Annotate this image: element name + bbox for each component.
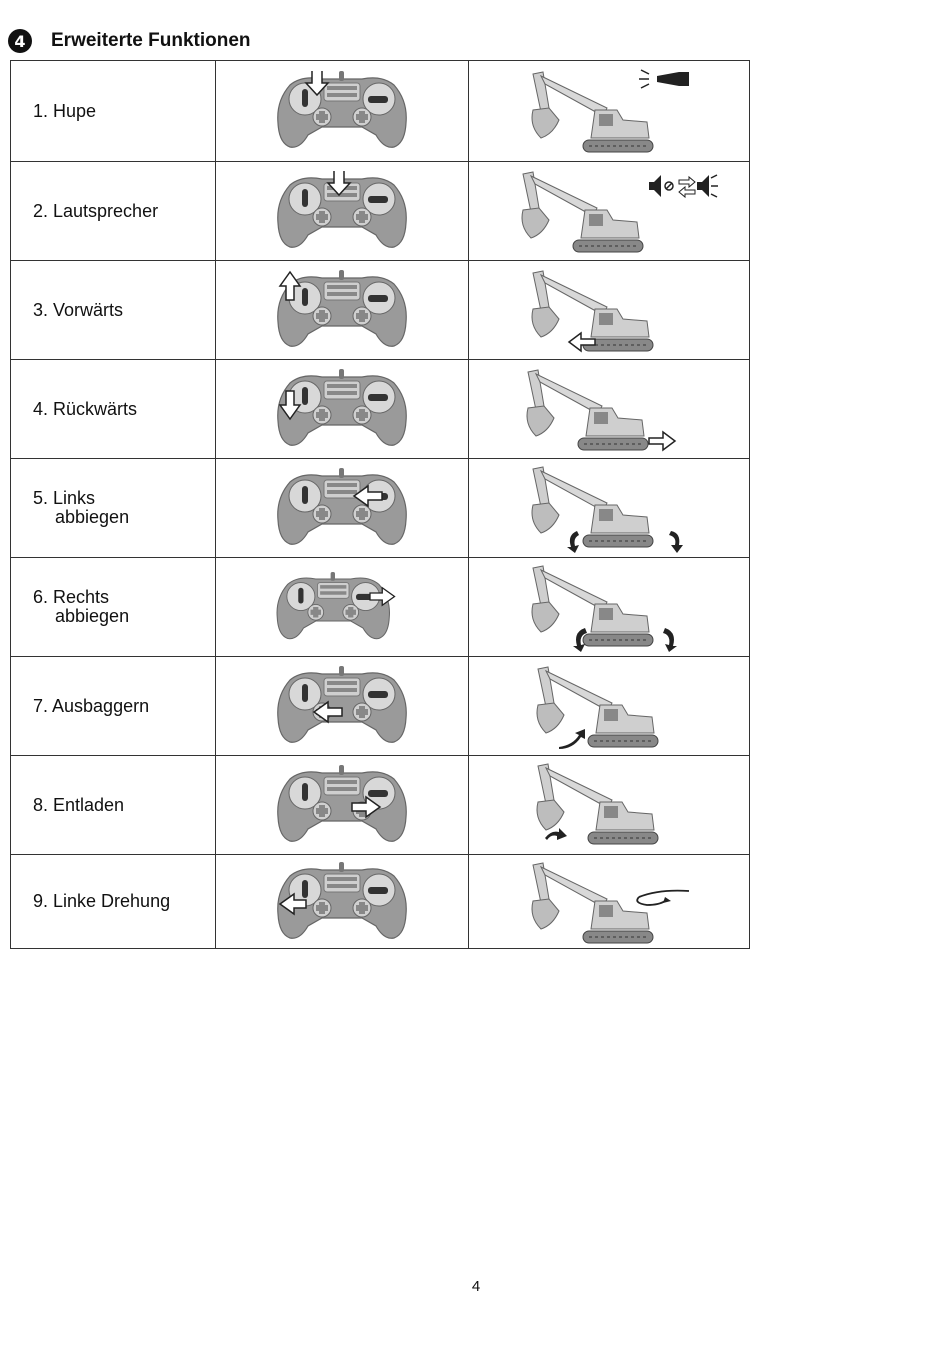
- function-label-line2: abbiegen: [55, 507, 130, 527]
- function-label-line1: 9. Linke Drehung: [33, 891, 171, 911]
- excavator-illustration: [469, 459, 750, 558]
- function-label: [11, 657, 216, 756]
- excavator-icon: [499, 857, 719, 947]
- controller-icon: [272, 171, 412, 251]
- controller-illustration: [216, 61, 469, 162]
- excavator-icon: [499, 364, 719, 454]
- table-row: [11, 657, 750, 756]
- function-label: [11, 360, 216, 459]
- speaker-toggle-icon: [649, 175, 718, 197]
- excavator-icon: [499, 463, 719, 553]
- excavator-illustration: [469, 558, 750, 657]
- backward-arrow-icon: [649, 432, 675, 450]
- controller-icon: [272, 71, 412, 151]
- excavator-illustration: [469, 855, 750, 949]
- controller-illustration: [216, 558, 469, 657]
- function-label: [11, 756, 216, 855]
- excavator-icon: [499, 265, 719, 355]
- function-label: [11, 558, 216, 657]
- section-heading: [8, 26, 251, 56]
- controller-illustration: [216, 756, 469, 855]
- function-label-line1: 8. Entladen: [33, 794, 125, 815]
- excavator-icon: [499, 760, 719, 850]
- controller-illustration: [216, 459, 469, 558]
- table-row: [11, 61, 750, 162]
- controller-icon: [272, 765, 412, 845]
- table-row: [11, 558, 750, 657]
- excavator-illustration: [469, 756, 750, 855]
- controller-illustration: [216, 261, 469, 360]
- function-label: [11, 261, 216, 360]
- controller-icon: [272, 468, 412, 548]
- dump-arrow-icon: [545, 828, 567, 840]
- excavator-icon: [499, 66, 719, 156]
- function-label-line1: 4. Rückwärts: [33, 398, 138, 419]
- table-row: [11, 855, 750, 949]
- controller-illustration: [216, 657, 469, 756]
- controller-icon: [272, 666, 412, 746]
- horn-icon: [639, 70, 689, 88]
- excavator-illustration: [469, 162, 750, 261]
- function-label-line1: 1. Hupe: [33, 100, 97, 121]
- function-label-line1: 7. Ausbaggern: [33, 695, 150, 716]
- function-label-line1: 5. Links: [33, 488, 96, 508]
- excavator-illustration: [469, 360, 750, 459]
- excavator-illustration: [469, 657, 750, 756]
- function-label: [11, 61, 216, 162]
- section-number-badge: 4: [8, 29, 32, 53]
- table-row: [11, 261, 750, 360]
- excavator-illustration: [469, 261, 750, 360]
- functions-table: [10, 60, 750, 949]
- table-row: [11, 459, 750, 558]
- controller-icon: [272, 862, 412, 942]
- function-label: [11, 855, 216, 949]
- table-row: [11, 162, 750, 261]
- controller-icon: [272, 567, 412, 647]
- table-row: [11, 756, 750, 855]
- table-row: [11, 360, 750, 459]
- excavator-illustration: [469, 61, 750, 162]
- function-label: [11, 162, 216, 261]
- excavator-icon: [499, 166, 719, 256]
- controller-illustration: [216, 855, 469, 949]
- function-label: [11, 459, 216, 558]
- page-number: 4: [471, 1278, 481, 1295]
- function-label-line1: 3. Vorwärts: [33, 299, 124, 320]
- rotate-arrow-icon: [637, 890, 689, 904]
- dig-arrow-icon: [559, 729, 585, 749]
- controller-illustration: [216, 162, 469, 261]
- function-label-line1: 2. Lautsprecher: [33, 200, 159, 221]
- section-title: Erweiterte Funktionen: [51, 30, 251, 51]
- controller-illustration: [216, 360, 469, 459]
- excavator-icon: [499, 562, 719, 652]
- excavator-icon: [499, 661, 719, 751]
- function-label-line2: abbiegen: [55, 606, 130, 626]
- function-label-line1: 6. Rechts: [33, 587, 110, 607]
- controller-icon: [272, 369, 412, 449]
- controller-icon: [272, 270, 412, 350]
